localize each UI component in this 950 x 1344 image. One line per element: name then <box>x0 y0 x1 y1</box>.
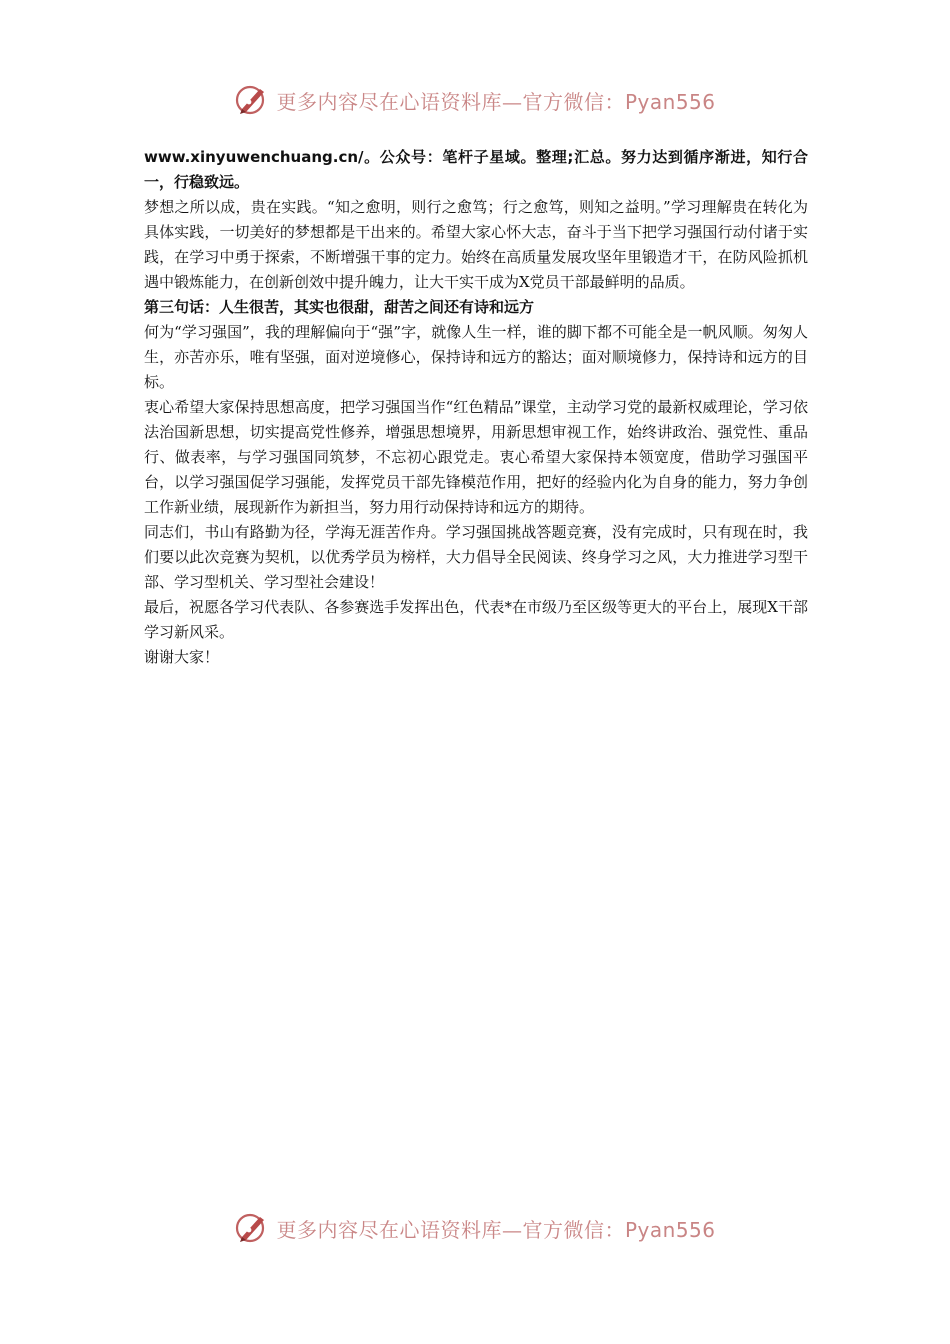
header-banner-text: 更多内容尽在心语资料库—官方微信：Pyan556 <box>276 89 716 114</box>
footer-wechat-id: Pyan556 <box>624 1217 716 1242</box>
paragraph-practice: 梦想之所以成，贵在实践。“知之愈明，则行之愈笃；行之愈笃，则知之益明。”学习理解贵在转化为具体实践，一切美好的梦想都是干出来的。希望大家心怀大志，奋斗于当下把学习强国行动付诸于实践，在学习中勇于探索，不断增强干事的定力。始终在高质量发展攻坚年里锻造才干，在防风险抓机遇中锻炼能力，在创新创效中提升魄力，让大干实干成为X党员干部最鲜明的品质。 <box>144 198 808 291</box>
document-body <box>144 145 808 670</box>
paragraph-thanks: 谢谢大家！ <box>144 648 220 666</box>
footer-banner <box>0 1210 950 1246</box>
header-wechat-id: Pyan556 <box>624 89 716 114</box>
pen-logo-icon <box>234 82 270 118</box>
section-heading-third: 第三句话：人生很苦，其实也很甜，甜苦之间还有诗和远方 <box>144 298 535 316</box>
paragraph-wishes: 最后，祝愿各学习代表队、各参赛选手发挥出色，代表*在市级乃至区级等更大的平台上，展现X干部学习新风采。 <box>144 598 808 641</box>
pen-logo-icon <box>234 1210 270 1246</box>
paragraph-strong: 何为“学习强国”，我的理解偏向于“强”字，就像人生一样，谁的脚下都不可能全是一帆风顺。匆匆人生，亦苦亦乐，唯有坚强，面对逆境修心，保持诗和远方的豁达；面对顺境修力，保持诗和远方的目标。 <box>144 323 808 391</box>
lead-paragraph: www.xinyuwenchuang.cn/。公众号：笔杆子星域。整理;汇总。努力达到循序渐进，知行合一，行稳致远。 <box>144 148 808 191</box>
header-banner <box>0 82 950 118</box>
paragraph-comrades: 同志们，书山有路勤为径，学海无涯苦作舟。学习强国挑战答题竞赛，没有完成时，只有现在时，我们要以此次竞赛为契机，以优秀学员为榜样，大力倡导全民阅读、终身学习之风，大力推进学习型干部、学习型机关、学习型社会建设！ <box>144 523 808 591</box>
footer-banner-text: 更多内容尽在心语资料库—官方微信：Pyan556 <box>276 1217 716 1242</box>
paragraph-hope: 衷心希望大家保持思想高度，把学习强国当作“红色精品”课堂，主动学习党的最新权威理论，学习依法治国新思想，切实提高党性修养，增强思想境界，用新思想审视工作，始终讲政治、强党性、重品行、做表率，与学习强国同筑梦，不忘初心跟党走。衷心希望大家保持本领宽度，借助学习强国平台，以学习强国促学习强能，发挥党员干部先锋模范作用，把好的经验内化为自身的能力，努力争创工作新业绩，展现新作为新担当，努力用行动保持诗和远方的期待。 <box>144 398 808 516</box>
